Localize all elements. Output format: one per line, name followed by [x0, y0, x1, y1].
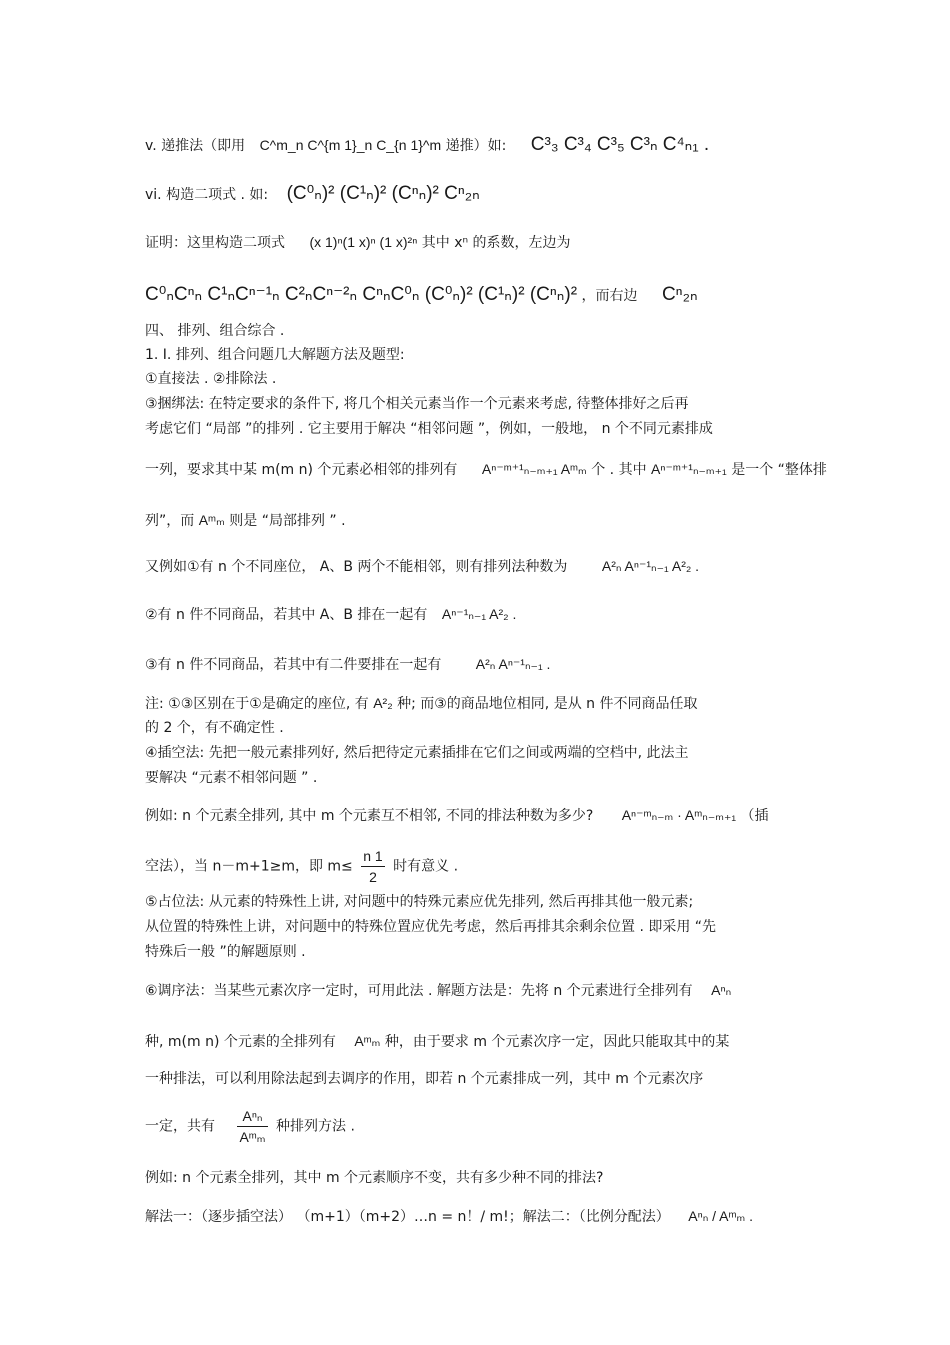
ex4-fraction-num: n 1 — [361, 846, 384, 867]
ex3-formula: A²ₙ Aⁿ⁻¹ₙ₋₁ . — [475, 656, 551, 672]
solution — [145, 1207, 810, 1226]
m6-fraction-num: Aⁿₙ — [237, 1106, 267, 1127]
example-2 — [145, 605, 810, 624]
note-a-formula: A²₂ — [373, 695, 393, 711]
method-6-c: 一种排法，可以利用除法起到去调序的作用，即若 n 个元素排成一列，其中 m 个元素次序 — [145, 1071, 704, 1087]
method-6-b — [145, 1032, 810, 1051]
vi-text: vi. 构造二项式 . 如: — [145, 187, 269, 203]
proof-formula: (x 1)ⁿ(1 x)ⁿ (1 x)²ⁿ — [309, 234, 418, 250]
m6-d2: 种排列方法 . — [276, 1118, 355, 1135]
m3-d1: 列”，而 — [145, 513, 195, 529]
sol-formula: Aⁿₙ / Aᵐₘ . — [688, 1208, 754, 1224]
sum-left: C⁰ₙCⁿₙ C¹ₙCⁿ⁻¹ₙ C²ₙCⁿ⁻²ₙ CⁿₙC⁰ₙ (C⁰ₙ)² (C¹ₙ)² (Cⁿₙ)² — [145, 284, 578, 305]
v-formula: C^m_n C^{m 1}_n C_{n 1}^m — [259, 137, 442, 153]
ex4-formula: Aⁿ⁻ᵐₙ₋ₘ · Aᵐₙ₋ₘ₊₁ — [621, 807, 737, 823]
sol-text: 解法一：（逐步插空法） （m+1）（m+2）…n = n！/ m!；解法二：（比例分配法） — [145, 1209, 670, 1225]
proof-text: 证明：这里构造二项式 — [145, 235, 285, 251]
ex2-text: ②有 n 件不同商品，若其中 A、B 排在一起有 — [145, 607, 428, 623]
note-a — [145, 694, 810, 713]
method-4-b: 要解决 “元素不相邻问题 ” . — [145, 770, 318, 786]
vi-example: (C⁰ₙ)² (C¹ₙ)² (Cⁿₙ)² Cⁿ₂ₙ — [286, 183, 480, 204]
method-5-a: ⑤占位法: 从元素的特殊性上讲, 对问题中的特殊元素应优先排列, 然后再排其他一般元素; — [145, 894, 694, 910]
m6-d1: 一定，共有 — [145, 1118, 215, 1135]
example-5: 例如: n 个元素全排列，其中 m 个元素顺序不变，共有多少种不同的排法? — [145, 1170, 604, 1186]
m6-b2: 种，由于要求 m 个元素次序一定，因此只能取其中的某 — [384, 1034, 730, 1050]
note-b: 的 2 个，有不确定性 . — [145, 720, 284, 736]
m6-a-formula: Aⁿₙ — [711, 982, 732, 998]
ex4-b2: 时有意义 . — [393, 858, 459, 875]
m3-c3: 是一个 “整体排 — [731, 462, 827, 478]
method-3-c — [145, 460, 827, 479]
ex2-formula: Aⁿ⁻¹ₙ₋₁ A²₂ . — [441, 606, 517, 622]
m3-c2: 个 . 其中 — [591, 462, 647, 478]
example-4 — [145, 806, 810, 825]
example-1 — [145, 557, 810, 576]
m3-c-formula2: Aⁿ⁻ᵐ⁺¹ₙ₋ₘ₊₁ — [651, 461, 727, 477]
ex4-fraction-den: 2 — [369, 869, 377, 885]
ex4-tail: （插 — [740, 808, 769, 824]
ex3-text: ③有 n 件不同商品，若其中有二件要排在一起有 — [145, 657, 442, 673]
ex4-fraction — [361, 846, 384, 887]
v-text: v. 递推法（即用 — [145, 138, 246, 154]
method-5-c: 特殊后一般 ”的解题原则 . — [145, 944, 306, 960]
line-sum — [145, 286, 810, 305]
ex1-text: 又例如①有 n 个不同座位， A、B 两个不能相邻，则有排列法种数为 — [145, 559, 568, 575]
example-3 — [145, 655, 810, 674]
m3-c1: 一列，要求其中某 m(m n) 个元素必相邻的排列有 — [145, 462, 458, 478]
v-example: C³₃ C³₄ C³₅ C³ₙ C⁴ₙ₁ . — [530, 134, 710, 155]
ex1-formula: A²ₙ Aⁿ⁻¹ₙ₋₁ A²₂ . — [601, 558, 700, 574]
example-4-b — [145, 846, 810, 887]
section-4-title: 四、 排列、组合综合 . — [145, 323, 285, 339]
m3-d-formula: Aᵐₘ — [198, 512, 225, 528]
line-proof — [145, 233, 810, 252]
m6-a1: ⑥调序法：当某些元素次序一定时，可用此法 . 解题方法是：先将 n 个元素进行全排列有 — [145, 983, 693, 999]
method-6-d — [145, 1106, 810, 1147]
sum-right-text: ，而右边 — [581, 288, 638, 304]
method-1-2: ①直接法 . ②排除法 . — [145, 371, 277, 387]
method-4-a: ④插空法: 先把一般元素排列好, 然后把待定元素插排在它们之间或两端的空档中, 此法主 — [145, 745, 689, 761]
line-v — [145, 136, 810, 155]
method-3-a: ③捆绑法: 在特定要求的条件下, 将几个相关元素当作一个元素来考虑, 待整体排好之后再 — [145, 396, 689, 412]
m6-b1: 种, m(m n) 个元素的全排列有 — [145, 1034, 336, 1050]
m3-c-formula: Aⁿ⁻ᵐ⁺¹ₙ₋ₘ₊₁ Aᵐₘ — [481, 461, 587, 477]
m3-d2: 则是 “局部排列 ” . — [229, 513, 346, 529]
section-4-1: 1. I. 排列、组合问题几大解题方法及题型: — [145, 347, 405, 363]
sum-right: Cⁿ₂ₙ — [661, 284, 698, 305]
v-tail: 递推）如: — [445, 138, 507, 154]
m6-b-formula: Aᵐₘ — [354, 1033, 381, 1049]
method-5-b: 从位置的特殊性上讲，对问题中的特殊位置应优先考虑，然后再排其余剩余位置 . 即采用 “先 — [145, 919, 717, 935]
method-3-d — [145, 511, 810, 530]
m6-fraction-den: Aᵐₘ — [239, 1129, 266, 1145]
m6-fraction — [237, 1106, 267, 1147]
proof-tail: 其中 xⁿ 的系数，左边为 — [421, 235, 571, 251]
ex4-b1: 空法），当 n－m+1≥m，即 m≤ — [145, 858, 353, 875]
method-3-b: 考虑它们 “局部 ”的排列 . 它主要用于解决 “相邻问题 ”，例如，一般地， n 个不同元素排成 — [145, 421, 713, 437]
line-vi — [145, 185, 810, 204]
note-a2: 种; 而③的商品地位相同, 是从 n 件不同商品任取 — [397, 696, 698, 712]
note-a1: 注: ①③区别在于①是确定的座位, 有 — [145, 696, 369, 712]
method-6-a — [145, 981, 810, 1000]
ex4-text: 例如: n 个元素全排列, 其中 m 个元素互不相邻, 不同的排法种数为多少? — [145, 808, 594, 824]
